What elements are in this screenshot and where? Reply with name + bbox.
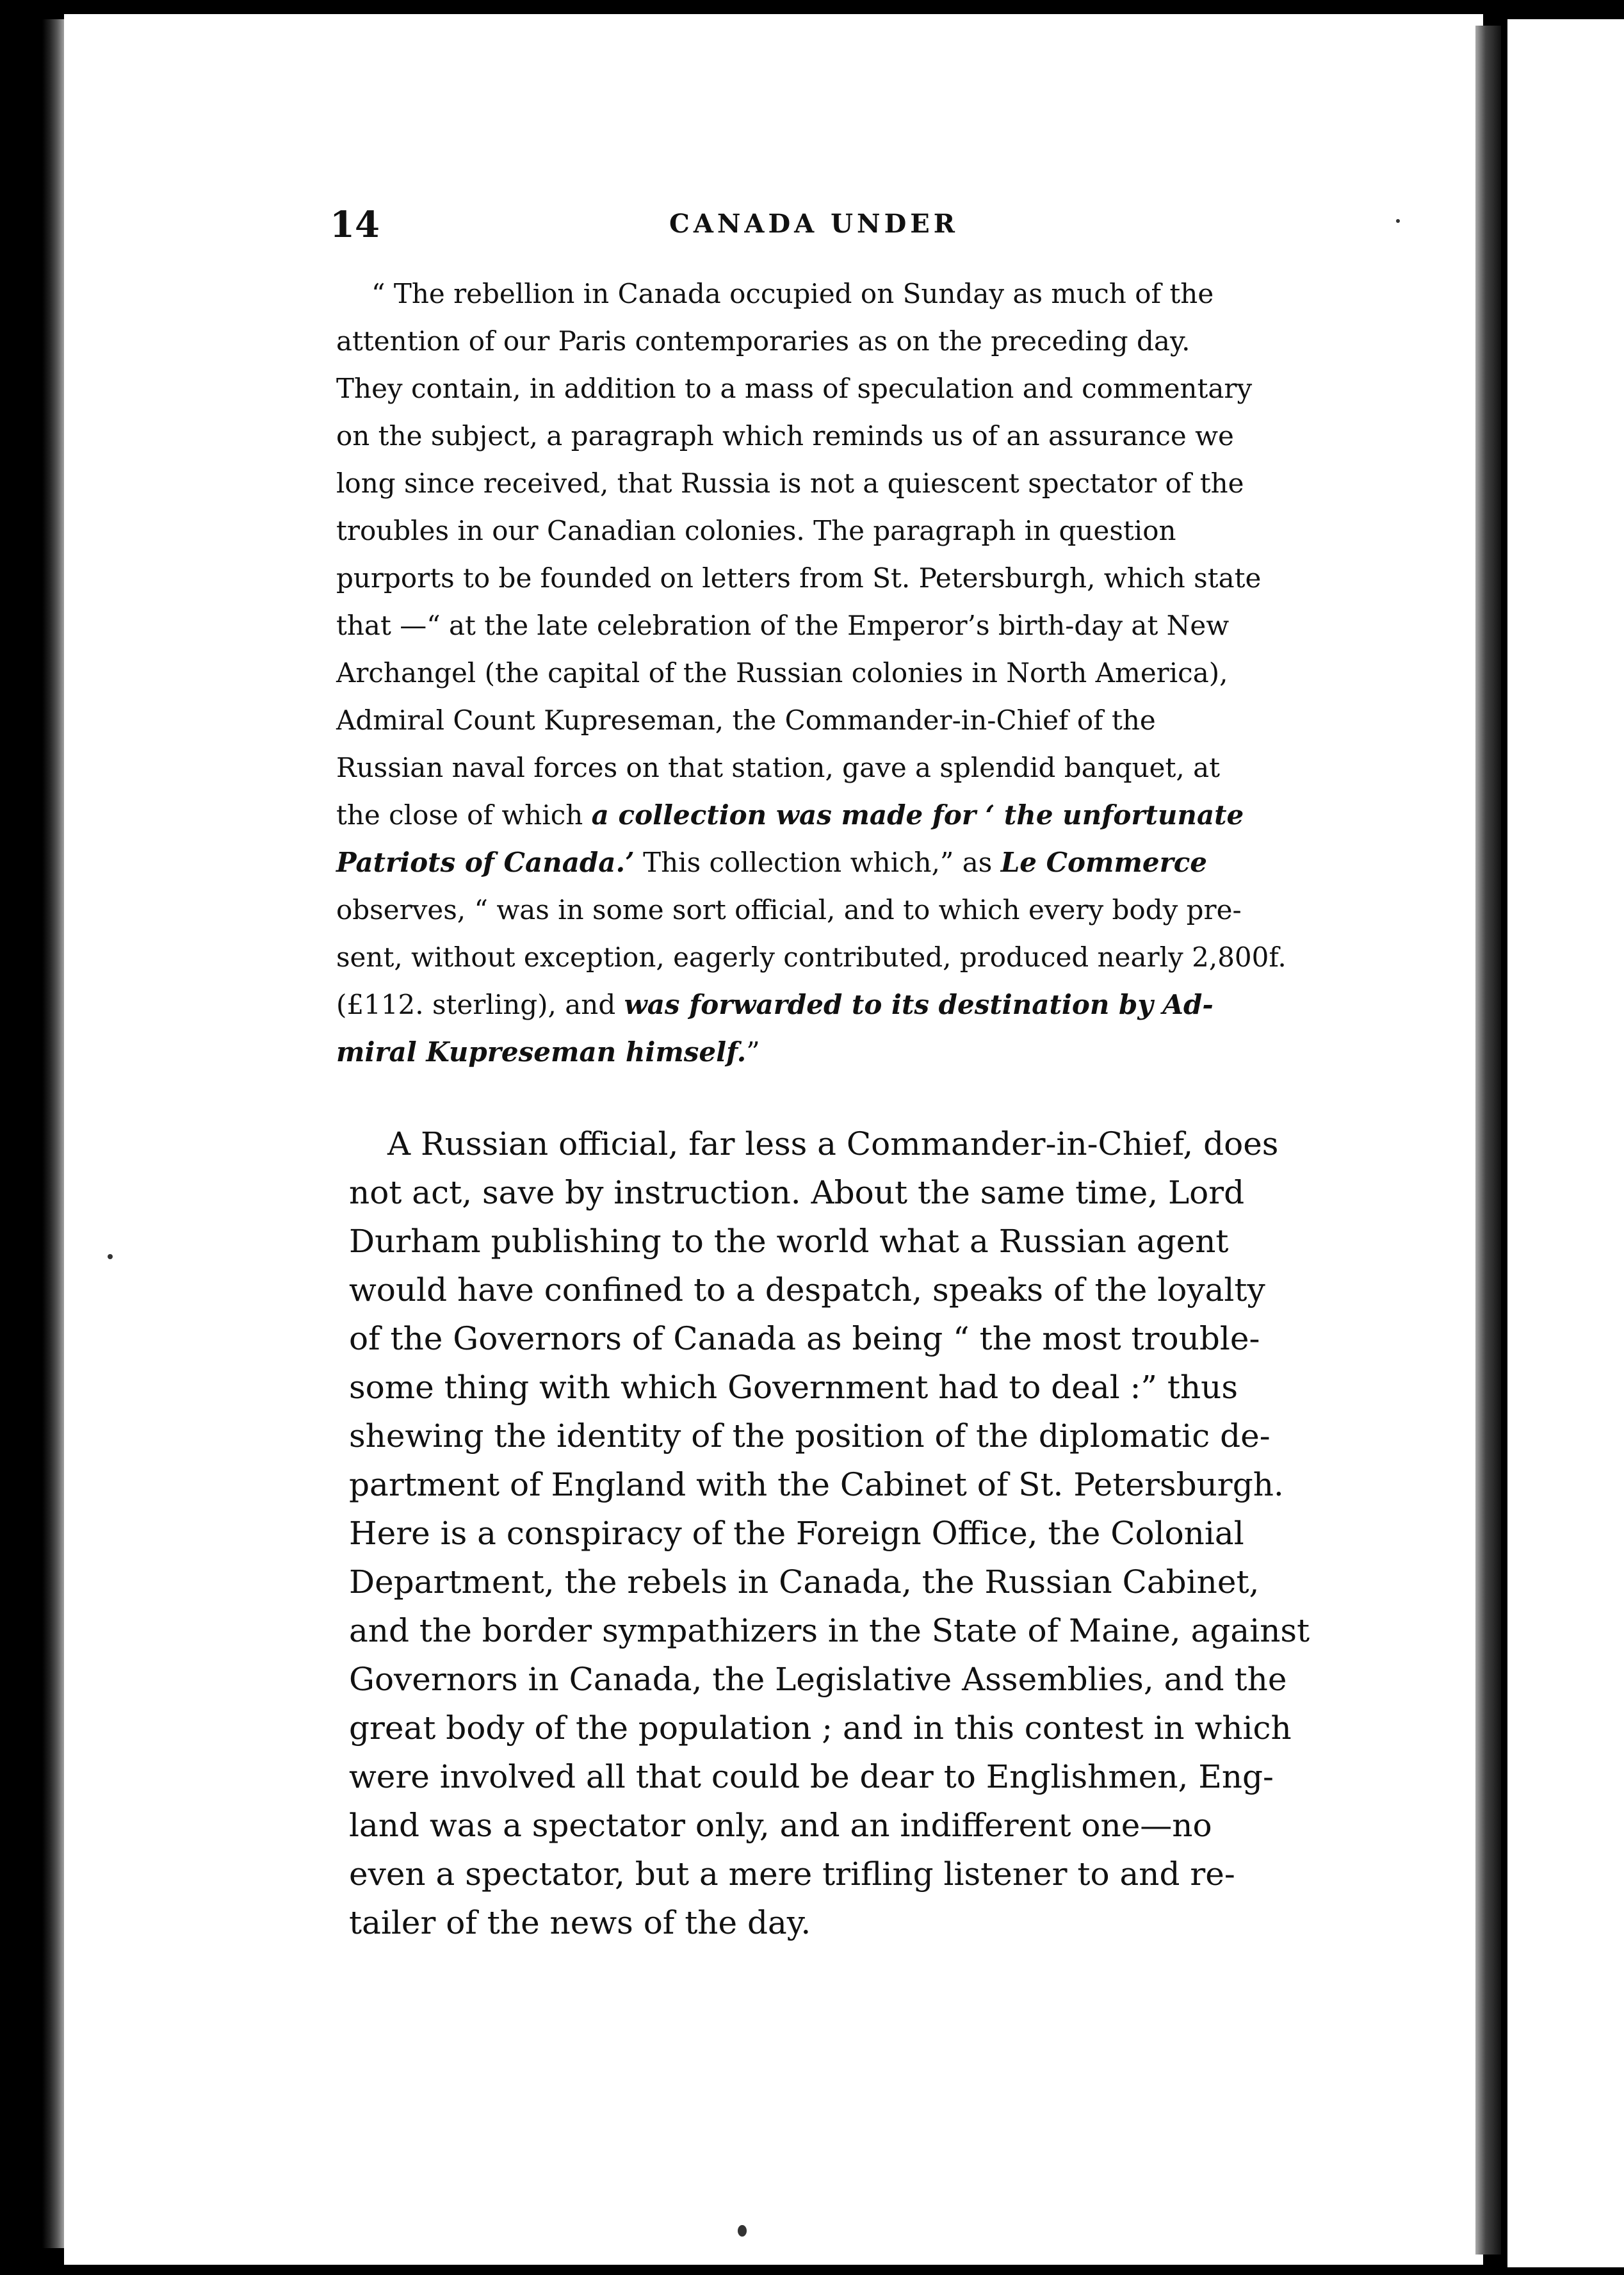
quote-line: purports to be founded on letters from St. Petersburgh, which state bbox=[336, 562, 1262, 594]
quote-italic-text: Patriots of Canada.’ bbox=[336, 847, 635, 878]
page-number: 14 bbox=[330, 204, 380, 246]
body-line: partment of England with the Cabinet of St. Petersburgh. bbox=[349, 1466, 1284, 1503]
quote-line: on the subject, a paragraph which reminds us of an assurance we bbox=[336, 420, 1234, 452]
body-line: land was a spectator only, and an indifferent one—no bbox=[349, 1807, 1212, 1844]
quote-italic-text: a collection was made for ‘ the unfortunate bbox=[591, 799, 1244, 831]
body-line: A Russian official, far less a Commander-in-Chief, does bbox=[387, 1125, 1279, 1162]
quote-line: that —“ at the late celebration of the Emperor’s birth-day at New bbox=[336, 610, 1230, 641]
quote-line: attention of our Paris contemporaries as on the preceding day. bbox=[336, 325, 1190, 357]
body-line: some thing with which Government had to deal :” thus bbox=[349, 1369, 1238, 1406]
quote-text: (£112. sterling), and bbox=[336, 989, 624, 1020]
body-line: and the border sympathizers in the State of Maine, against bbox=[349, 1612, 1310, 1649]
ink-speck bbox=[1396, 219, 1400, 223]
ink-speck bbox=[738, 2225, 747, 2237]
quote-line: observes, “ was in some sort official, and to which every body pre- bbox=[336, 894, 1242, 925]
quote-line: long since received, that Russia is not a quiescent spectator of the bbox=[336, 468, 1244, 499]
body-line: of the Governors of Canada as being “ the most trouble- bbox=[349, 1320, 1260, 1357]
running-head: CANADA UNDER bbox=[669, 209, 959, 239]
quote-italic-text: Le Commerce bbox=[1000, 847, 1208, 878]
body-line: shewing the identity of the position of the diplomatic de- bbox=[349, 1417, 1271, 1455]
body-line: tailer of the news of the day. bbox=[349, 1904, 811, 1941]
body-line: not act, save by instruction. About the same time, Lord bbox=[349, 1174, 1245, 1211]
body-line: Department, the rebels in Canada, the Russian Cabinet, bbox=[349, 1563, 1260, 1601]
body-line: Governors in Canada, the Legislative Assemblies, and the bbox=[349, 1661, 1287, 1698]
body-line: would have confined to a despatch, speaks of the loyalty bbox=[349, 1271, 1265, 1309]
page-header bbox=[330, 204, 1290, 249]
quote-line: troubles in our Canadian colonies. The paragraph in question bbox=[336, 515, 1176, 546]
page-edge-shadow bbox=[1475, 26, 1501, 2255]
quote-line: Russian naval forces on that station, gave a splendid banquet, at bbox=[336, 752, 1221, 783]
quote-text: This collection which,” as bbox=[634, 847, 1001, 878]
body-line: great body of the population ; and in this contest in which bbox=[349, 1709, 1292, 1747]
quote-line: sent, without exception, eagerly contributed, produced nearly 2,800f. bbox=[336, 942, 1287, 973]
body-line: even a spectator, but a mere trifling listener to and re- bbox=[349, 1855, 1235, 1893]
facing-page-edge bbox=[1507, 19, 1624, 2267]
quote-text: ” bbox=[746, 1036, 760, 1068]
quote-line: Archangel (the capital of the Russian colonies in North America), bbox=[336, 657, 1228, 689]
body-paragraph bbox=[349, 1120, 1310, 1947]
quote-italic-text: miral Kupreseman himself. bbox=[336, 1036, 747, 1068]
quote-text: the close of which bbox=[336, 799, 592, 831]
quote-line: Admiral Count Kupreseman, the Commander-in-Chief of the bbox=[336, 705, 1156, 736]
body-line: were involved all that could be dear to Englishmen, Eng- bbox=[349, 1758, 1274, 1795]
quote-line bbox=[336, 1029, 1294, 1076]
quote-italic-text: was forwarded to its destination by Ad- bbox=[624, 989, 1214, 1020]
body-line: Durham publishing to the world what a Russian agent bbox=[349, 1223, 1229, 1260]
quote-line bbox=[336, 981, 1294, 1029]
quote-line: “ The rebellion in Canada occupied on Sunday as much of the bbox=[371, 278, 1214, 309]
book-spine-shadow bbox=[42, 19, 67, 2248]
quote-line bbox=[336, 792, 1294, 839]
quoted-extract bbox=[336, 270, 1294, 1076]
ink-speck bbox=[108, 1254, 113, 1259]
quote-line: They contain, in addition to a mass of speculation and commentary bbox=[336, 373, 1253, 404]
quote-line bbox=[336, 839, 1294, 886]
body-line: Here is a conspiracy of the Foreign Office, the Colonial bbox=[349, 1515, 1244, 1552]
